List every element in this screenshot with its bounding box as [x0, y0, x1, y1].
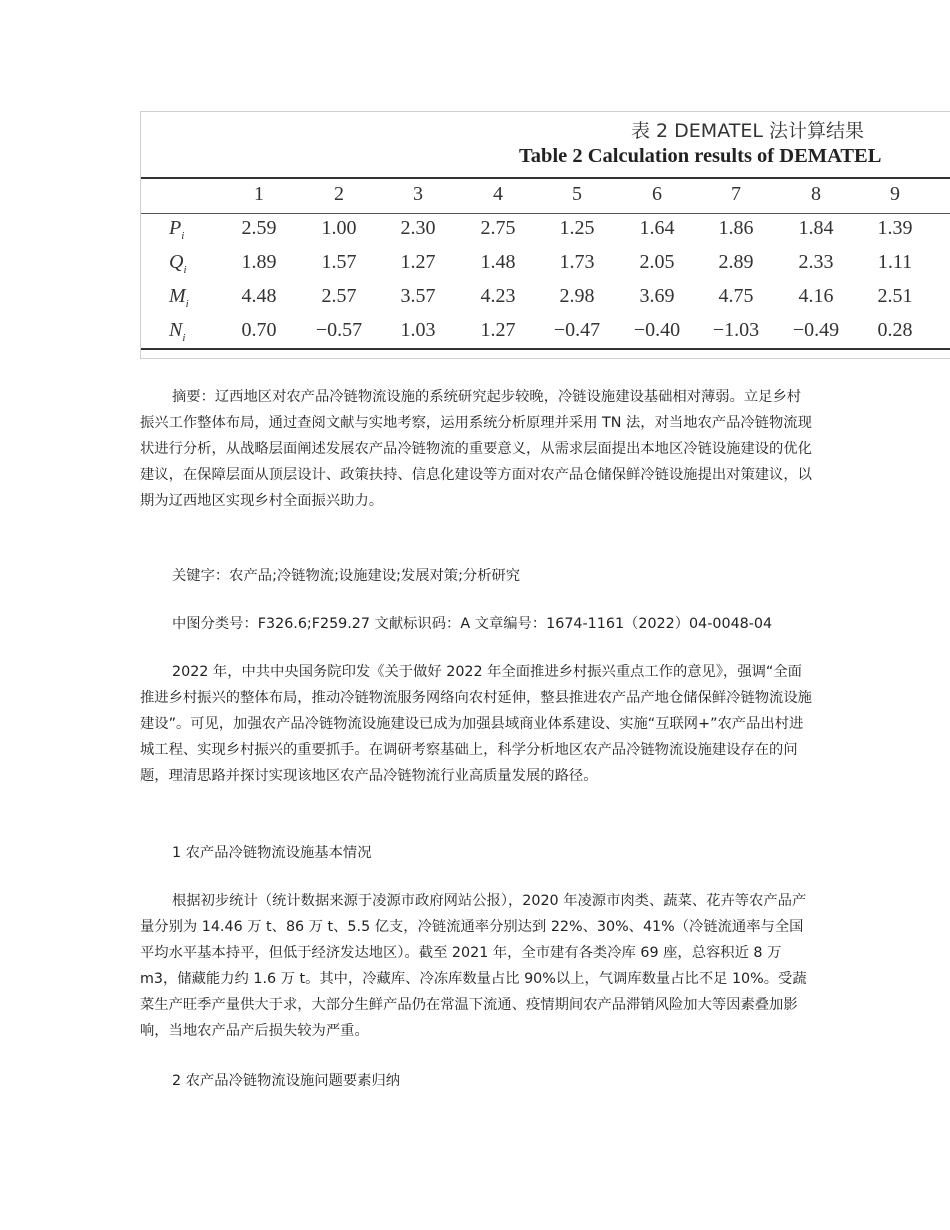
- section-2-heading: 2 农产品冷链物流设施问题要素归纳: [172, 1073, 401, 1089]
- table-caption-en: Table 2 Calculation results of DEMATEL: [519, 145, 882, 167]
- table-bottom-rule: [141, 348, 950, 350]
- table-cell: 2.89: [718, 251, 754, 273]
- table-cell: 1.57: [321, 251, 357, 273]
- table-cell: 1.27: [480, 319, 516, 341]
- table-cell: 0.28: [877, 319, 913, 341]
- table-cell: 2.98: [559, 285, 595, 307]
- table-cell: 3.57: [400, 285, 436, 307]
- table-cell: 2.57: [321, 285, 357, 307]
- section-1-heading: 1 农产品冷链物流设施基本情况: [172, 845, 372, 861]
- abstract-paragraph: 摘要：辽西地区对农产品冷链物流设施的系统研究起步较晚，冷链设施建设基础相对薄弱。立足乡村振兴工作整体布局，通过查阅文献与实地考察，运用系统分析原理并采用 TN 法，对当地农产品冷链物流现状进行分析，从战略层面阐述发展农产品冷链物流的重要意义，从需求层面提出本地区冷链设施建设的优化建议，在保障层面从顶层设计、政策扶持、信息化建设等方面对农产品仓储保鲜冷链设施提出对策建议，以期为辽西地区实现乡村全面振兴助力。: [140, 389, 812, 509]
- table-col-header: 6: [652, 183, 662, 205]
- dematel-table-figure: [140, 111, 950, 359]
- table-cell: 2.33: [798, 251, 834, 273]
- table-col-header: 9: [890, 183, 900, 205]
- table-col-header: 8: [811, 183, 821, 205]
- table-cell: 1.39: [877, 217, 913, 239]
- table-cell: 1.25: [559, 217, 595, 239]
- table-cell: 1.00: [321, 217, 357, 239]
- table-cell: 1.03: [400, 319, 436, 341]
- table-cell: −0.57: [315, 319, 363, 341]
- table-cell: 4.23: [480, 285, 516, 307]
- table-row-label-n: $N_i$: [169, 319, 186, 344]
- table-caption-zh: 表 2 DEMATEL 法计算结果: [631, 120, 864, 142]
- intro-paragraph: 2022 年，中共中央国务院印发《关于做好 2022 年全面推进乡村振兴重点工作的意见》，强调“全面推进乡村振兴的整体布局，推动冷链物流服务网络向农村延伸，整县推进农产品产地仓储保鲜冷链物流设施建设”。可见，加强农产品冷链物流设施建设已成为加强县域商业体系建设、实施“互联网+”农产品出村进城工程、实现乡村振兴的重要抓手。在调研考察基础上，科学分析地区农产品冷链物流设施建设存在的问题，理清思路并探讨实现该地区农产品冷链物流行业高质量发展的路径。: [140, 664, 812, 784]
- table-row-label-m: $M_i$: [169, 285, 189, 310]
- table-row-label-p: $P_i$: [169, 217, 185, 242]
- table-cell: 1.84: [798, 217, 834, 239]
- keywords-line: 关键字：农产品;冷链物流;设施建设;发展对策;分析研究: [172, 568, 521, 584]
- table-cell: 4.75: [718, 285, 754, 307]
- table-cell: 0.70: [241, 319, 277, 341]
- table-col-header: 1: [254, 183, 264, 205]
- table-cell: 2.75: [480, 217, 516, 239]
- table-col-header: 4: [493, 183, 503, 205]
- table-cell: 1.73: [559, 251, 595, 273]
- table-cell: 2.05: [639, 251, 675, 273]
- table-cell: 2.59: [241, 217, 277, 239]
- table-cell: 4.16: [798, 285, 834, 307]
- table-cell: 3.69: [639, 285, 675, 307]
- table-cell: 4.48: [241, 285, 277, 307]
- table-cell: −0.47: [553, 319, 601, 341]
- table-cell: 2.51: [877, 285, 913, 307]
- table-cell: −0.49: [792, 319, 840, 341]
- table-cell: 1.86: [718, 217, 754, 239]
- table-cell: 1.27: [400, 251, 436, 273]
- section-1-paragraph: 根据初步统计（统计数据来源于凌源市政府网站公报），2020 年凌源市肉类、蔬菜、花卉等农产品产量分别为 14.46 万 t、86 万 t、5.5 亿支，冷链流通率分别达到 22%、30%、41%（冷链流通率与全国平均水平基本持平，但低于经济发达地区）。截至 2021 年，全市建有各类冷库 69 座，总容积近 8 万 m3，储藏能力约 1.6 万 t。其中，冷藏库、冷冻库数量占比 90%以上，气调库数量占比不足 10%。受蔬菜生产旺季产量供大于求，大部分生鲜产品仍在常温下流通、疫情期间农产品滞销风险加大等因素叠加影响，当地农产品产后损失较为严重。: [140, 893, 807, 1039]
- classification-line: 中图分类号：F326.6;F259.27 文献标识码：A 文章编号：1674-1161（2022）04-0048-04: [172, 616, 773, 632]
- table-col-header: 5: [572, 183, 582, 205]
- table-top-rule: [141, 177, 950, 179]
- table-col-header: 3: [413, 183, 423, 205]
- table-row-label-q: $Q_i$: [169, 251, 187, 276]
- table-cell: −1.03: [712, 319, 760, 341]
- table-cell: 2.30: [400, 217, 436, 239]
- table-cell: 1.64: [639, 217, 675, 239]
- table-cell: 1.11: [877, 251, 913, 273]
- table-header-rule: [141, 213, 950, 214]
- table-col-header: 2: [334, 183, 344, 205]
- table-cell: −0.40: [633, 319, 681, 341]
- table-col-header: 7: [731, 183, 741, 205]
- table-cell: 1.48: [480, 251, 516, 273]
- table-cell: 1.89: [241, 251, 277, 273]
